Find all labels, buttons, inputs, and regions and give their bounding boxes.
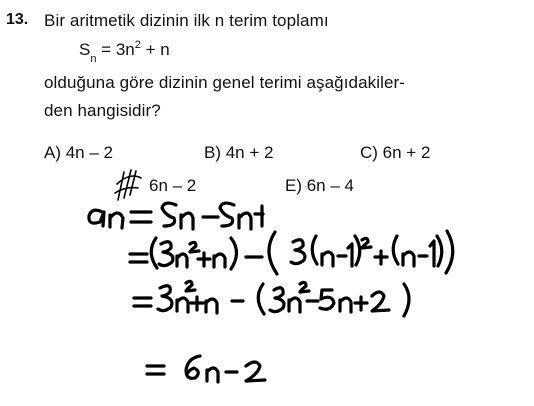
formula-s: S <box>79 40 91 59</box>
question-line-3: den hangisidir? <box>44 101 161 120</box>
formula-superscript: 2 <box>134 39 141 51</box>
choice-c[interactable]: C) 6n + 2 <box>360 143 431 162</box>
question-line-2: olduğuna göre dizinin genel terimi aşağıdakiler- <box>44 73 406 92</box>
question-number: 13. <box>6 11 29 28</box>
choice-d[interactable]: 6n – 2 <box>149 176 197 195</box>
choice-e[interactable]: E) 6n – 4 <box>285 176 354 195</box>
formula-subscript: n <box>90 53 97 65</box>
choice-a[interactable]: A) 4n – 2 <box>44 143 113 162</box>
formula-eq: = 3n <box>96 40 135 59</box>
question-line-1: Bir aritmetik dizinin ilk n terim toplamı <box>44 11 329 30</box>
choice-b[interactable]: B) 4n + 2 <box>204 143 274 162</box>
formula-rest: + n <box>140 40 170 59</box>
